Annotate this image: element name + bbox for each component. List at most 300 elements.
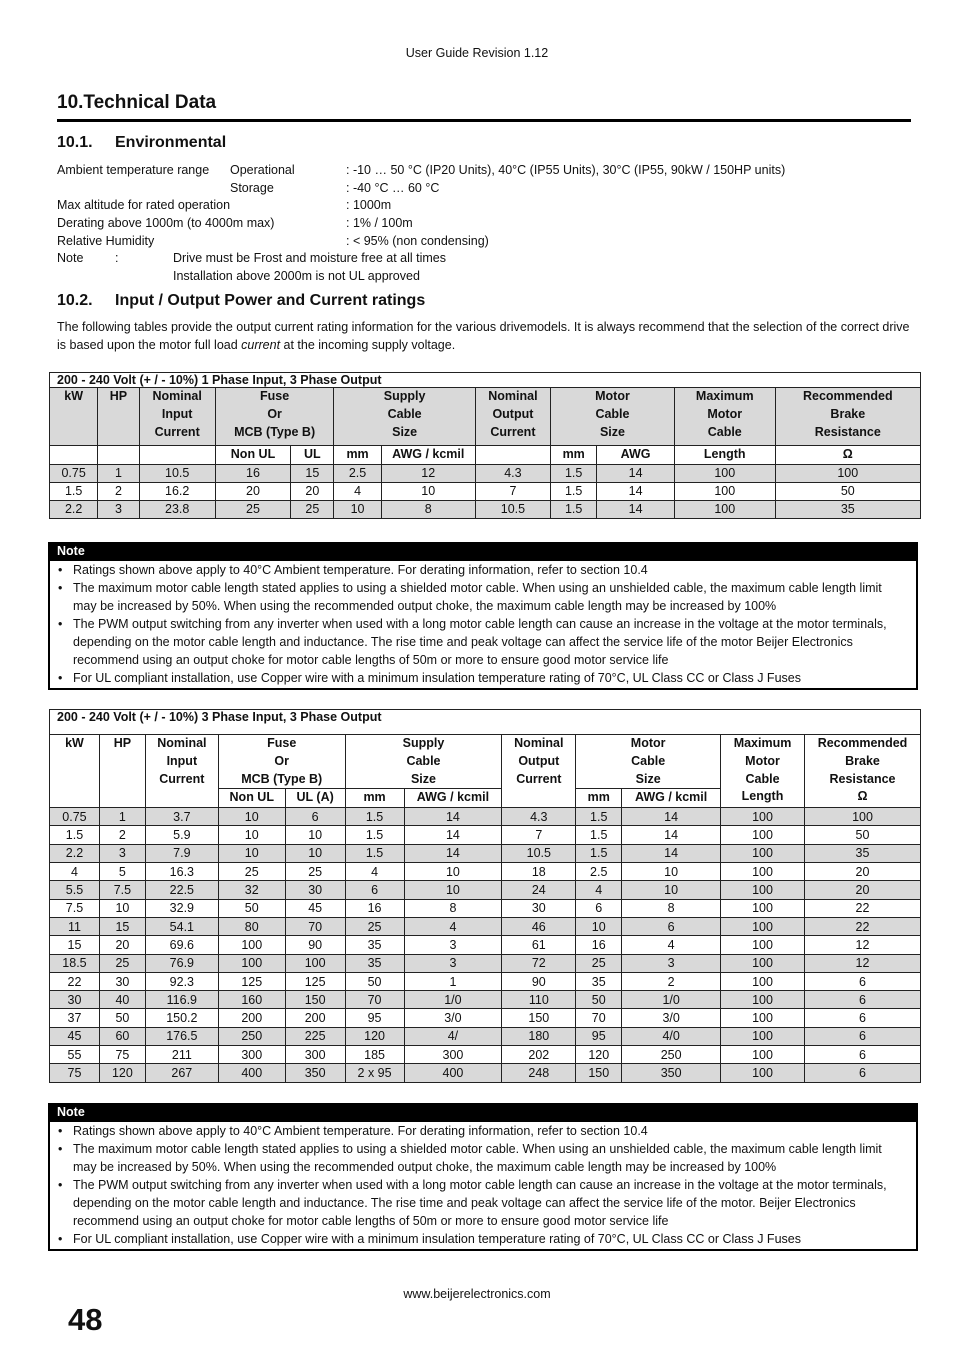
column-subheader: Non UL — [215, 446, 290, 465]
table-cell: 25 — [99, 954, 145, 972]
table-cell: 150 — [285, 991, 345, 1009]
table-cell: 250 — [218, 1027, 285, 1045]
env-value: : 1% / 100m — [346, 216, 413, 231]
table-cell: 61 — [502, 936, 576, 954]
table-cell: 7 — [475, 482, 550, 500]
table-cell: 30 — [50, 991, 100, 1009]
table-cell: 16 — [576, 936, 622, 954]
table-cell: 69.6 — [145, 936, 218, 954]
table-cell: 1/0 — [622, 991, 721, 1009]
column-subheader: AWG / kcmil — [404, 789, 502, 808]
table-cell: 15 — [50, 936, 100, 954]
table-row — [50, 482, 921, 500]
table-cell: 90 — [502, 972, 576, 990]
table-cell: 100 — [721, 936, 805, 954]
table-cell: 4.3 — [475, 464, 550, 482]
note-header-1 — [48, 542, 918, 561]
table-header-row — [50, 735, 921, 789]
table-cell: 37 — [50, 1009, 100, 1027]
table-cell: 10 — [334, 500, 381, 518]
table-cell: 22 — [804, 917, 920, 935]
table-cell: 8 — [381, 500, 475, 518]
table-cell: 45 — [285, 899, 345, 917]
note-label: Note — [57, 1105, 85, 1119]
table-cell: 14 — [622, 826, 721, 844]
table-cell: 10 — [218, 826, 285, 844]
table-cell: 32.9 — [145, 899, 218, 917]
table-cell: 25 — [576, 954, 622, 972]
table-cell: 6 — [804, 1046, 920, 1064]
table-cell: 14 — [404, 808, 502, 826]
column-subheader: AWG / kcmil — [622, 789, 721, 808]
table-cell: 100 — [721, 808, 805, 826]
table-cell: 1.5 — [50, 482, 98, 500]
table-cell: 35 — [345, 954, 404, 972]
table-cell: 0.75 — [50, 808, 100, 826]
table-row — [50, 899, 921, 917]
column-header: Nominal Output Current — [502, 735, 576, 808]
intro-text-end: at the incoming supply voltage. — [280, 338, 456, 352]
column-subheader: AWG / kcmil — [381, 446, 475, 465]
column-header: HP — [99, 735, 145, 808]
table-row — [50, 826, 921, 844]
table-cell: 18.5 — [50, 954, 100, 972]
env-value: : -40 °C … 60 °C — [346, 180, 440, 195]
table-cell: 14 — [597, 482, 675, 500]
table-cell: 3 — [622, 954, 721, 972]
table-cell: 50 — [576, 991, 622, 1009]
table-cell: 267 — [145, 1064, 218, 1082]
table-cell: 11 — [50, 917, 100, 935]
table-cell: 30 — [99, 972, 145, 990]
table-cell: 10.5 — [502, 844, 576, 862]
ratings-number: 10.2. — [57, 292, 93, 309]
table-cell: 5.5 — [50, 881, 100, 899]
column-subheader: mm — [551, 446, 597, 465]
table-cell: 176.5 — [145, 1027, 218, 1045]
note-label: Note — [57, 544, 85, 558]
table-cell: 2.5 — [576, 863, 622, 881]
table-row — [50, 464, 921, 482]
table-cell: 20 — [804, 881, 920, 899]
table-cell: 25 — [345, 917, 404, 935]
table-cell: 46 — [502, 917, 576, 935]
table-cell: 4/ — [404, 1027, 502, 1045]
table-row — [50, 881, 921, 899]
table-cell: 10 — [99, 899, 145, 917]
column-header: HP — [98, 388, 139, 446]
table-row — [50, 1009, 921, 1027]
table-cell: 10 — [285, 844, 345, 862]
table-cell: 16.2 — [139, 482, 215, 500]
table-cell: 100 — [721, 972, 805, 990]
env-sublabel: Storage — [230, 180, 274, 195]
table-row — [50, 808, 921, 826]
table-cell: 116.9 — [145, 991, 218, 1009]
table-cell: 8 — [404, 899, 502, 917]
column-subheader: mm — [345, 789, 404, 808]
ratings-title: Input / Output Power and Current ratings — [115, 292, 426, 309]
environmental-title: Environmental — [115, 134, 227, 151]
table-cell: 10 — [576, 917, 622, 935]
table-cell: 100 — [674, 500, 775, 518]
table-cell: 100 — [721, 1046, 805, 1064]
table-cell: 248 — [502, 1064, 576, 1082]
table-title-row — [50, 373, 921, 388]
note-item: • The PWM output switching from any inverter when used with a long motor cable length can cause an increase in the voltage at the motor terminals, depending on the motor cable length and inductance. The rise time and peak voltage can affect the service life of the motor Beijer Electronics recommend using an output choke for motor cable lengths of 50m or more to ensure good motor service life — [50, 615, 916, 669]
table-cell: 6 — [576, 899, 622, 917]
table-cell: 76.9 — [145, 954, 218, 972]
column-subheader: Non UL — [218, 789, 285, 808]
table-cell: 15 — [291, 464, 334, 482]
env-sublabel: Operational — [230, 163, 295, 177]
page-number: 48 — [68, 1302, 103, 1337]
table-cell: 10 — [404, 881, 502, 899]
table-cell: 6 — [804, 972, 920, 990]
table-cell: 4 — [50, 863, 100, 881]
ratings-intro — [57, 318, 913, 354]
table-row — [50, 1046, 921, 1064]
note-item: • The maximum motor cable length stated applies to using a shielded motor cable. When using an unshielded cable, the maximum cable length limit may be increased by 50%. When using the recommended output choke, the maximum cable length may be increased by 100% — [50, 579, 916, 615]
table-cell: 400 — [404, 1064, 502, 1082]
table-cell: 35 — [804, 844, 920, 862]
table-cell: 6 — [622, 917, 721, 935]
ratings-heading — [57, 292, 425, 310]
table-cell: 10.5 — [139, 464, 215, 482]
env-value: : -10 … 50 °C (IP20 Units), 40°C (IP55 Units), 30°C (IP55, 90kW / 150HP units) — [346, 163, 786, 177]
page-header: User Guide Revision 1.12 — [405, 46, 549, 60]
table-cell: 4 — [576, 881, 622, 899]
table-cell: 125 — [218, 972, 285, 990]
table-row — [50, 991, 921, 1009]
table-cell: 1 — [98, 464, 139, 482]
table-cell: 400 — [218, 1064, 285, 1082]
table-cell: 4/0 — [622, 1027, 721, 1045]
table-cell: 22 — [804, 899, 920, 917]
table-cell: 120 — [345, 1027, 404, 1045]
table-cell: 70 — [285, 917, 345, 935]
table-cell: 3/0 — [404, 1009, 502, 1027]
table-cell: 200 — [218, 1009, 285, 1027]
table-cell: 45 — [50, 1027, 100, 1045]
table-cell: 72 — [502, 954, 576, 972]
table-cell: 2.2 — [50, 844, 100, 862]
table-cell: 3 — [404, 954, 502, 972]
table-cell: 3 — [98, 500, 139, 518]
table-cell: 4 — [622, 936, 721, 954]
table-cell: 75 — [99, 1046, 145, 1064]
table-cell: 100 — [721, 844, 805, 862]
table-cell: 15 — [99, 917, 145, 935]
table-title: 200 - 240 Volt (+ / - 10%) 1 Phase Input, 3 Phase Output — [50, 373, 921, 388]
table-cell: 22 — [50, 972, 100, 990]
table-cell: 1.5 — [551, 500, 597, 518]
table-cell: 160 — [218, 991, 285, 1009]
table-cell: 4 — [404, 917, 502, 935]
table-cell: 90 — [285, 936, 345, 954]
table-cell: 1.5 — [345, 808, 404, 826]
table-cell: 300 — [285, 1046, 345, 1064]
table-cell: 35 — [345, 936, 404, 954]
table-cell: 300 — [404, 1046, 502, 1064]
note-item: • For UL compliant installation, use Copper wire with a minimum insulation temperature rating of 70°C, UL Class CC or Class J Fuses — [50, 1230, 916, 1248]
table-cell: 120 — [99, 1064, 145, 1082]
table-cell: 22.5 — [145, 881, 218, 899]
table-cell: 20 — [804, 863, 920, 881]
note-item: • The PWM output switching from any inverter when used with a long motor cable length can cause an increase in the voltage at the motor terminals, depending on the motor cable length and inductance. The rise time and peak voltage can affect the service life of the motor. Beijer Electronics recommend using an output choke for motor cable lengths of 50m or more to ensure good motor service life — [50, 1176, 916, 1230]
table-cell: 1 — [99, 808, 145, 826]
table-cell: 25 — [285, 863, 345, 881]
table-cell: 50 — [775, 482, 920, 500]
table-cell: 40 — [99, 991, 145, 1009]
table-cell: 10 — [218, 808, 285, 826]
table-cell: 12 — [804, 936, 920, 954]
table-cell: 5 — [99, 863, 145, 881]
table-cell: 6 — [345, 881, 404, 899]
table-cell: 1 — [404, 972, 502, 990]
table-row — [50, 1064, 921, 1082]
table-cell: 1.5 — [576, 808, 622, 826]
table-cell: 12 — [804, 954, 920, 972]
table-cell: 2 — [99, 826, 145, 844]
table-row — [50, 954, 921, 972]
table-cell: 125 — [285, 972, 345, 990]
table-cell: 35 — [775, 500, 920, 518]
table-cell: 35 — [576, 972, 622, 990]
table-cell: 14 — [597, 464, 675, 482]
table-cell: 92.3 — [145, 972, 218, 990]
table-cell: 30 — [285, 881, 345, 899]
table-cell: 100 — [218, 954, 285, 972]
table-cell: 100 — [285, 954, 345, 972]
table-cell: 100 — [721, 954, 805, 972]
column-header: Recommended Brake Resistance Ω — [804, 735, 920, 808]
table-cell: 3 — [404, 936, 502, 954]
table-cell: 100 — [721, 881, 805, 899]
table-cell: 0.75 — [50, 464, 98, 482]
table-cell: 10 — [622, 863, 721, 881]
table-cell: 6 — [804, 991, 920, 1009]
table-row — [50, 844, 921, 862]
table-cell: 100 — [721, 1027, 805, 1045]
table-cell: 4.3 — [502, 808, 576, 826]
note-item: • Ratings shown above apply to 40°C Ambient temperature. For derating information, refer to section 10.4 — [50, 561, 916, 579]
column-subheader: mm — [334, 446, 381, 465]
table-cell: 6 — [285, 808, 345, 826]
column-subheader: Length — [674, 446, 775, 465]
table-cell: 10 — [285, 826, 345, 844]
note-box-1 — [48, 561, 918, 690]
table-cell: 1.5 — [551, 482, 597, 500]
table-cell: 2 x 95 — [345, 1064, 404, 1082]
table-cell: 180 — [502, 1027, 576, 1045]
table-cell: 350 — [622, 1064, 721, 1082]
column-subheader — [98, 446, 139, 465]
table-cell: 95 — [576, 1027, 622, 1045]
table-cell: 16 — [345, 899, 404, 917]
column-header: Supply Cable Size — [334, 388, 475, 446]
env-label: Derating above 1000m (to 4000m max) — [57, 216, 275, 231]
note-header-2 — [48, 1103, 918, 1122]
table-cell: 4 — [345, 863, 404, 881]
table-row — [50, 863, 921, 881]
column-header: Nominal Input Current — [139, 388, 215, 446]
table-cell: 100 — [721, 1009, 805, 1027]
table-cell: 350 — [285, 1064, 345, 1082]
table-cell: 100 — [721, 1064, 805, 1082]
table-cell: 12 — [381, 464, 475, 482]
table-cell: 6 — [804, 1027, 920, 1045]
env-value: : 1000m — [346, 198, 392, 213]
table-cell: 7.5 — [50, 899, 100, 917]
table-cell: 100 — [721, 917, 805, 935]
table-cell: 32 — [218, 881, 285, 899]
table-cell: 150 — [576, 1064, 622, 1082]
column-header: Motor Cable Size — [576, 735, 721, 789]
table-cell: 18 — [502, 863, 576, 881]
table-subheader-row — [50, 446, 921, 465]
intro-text: The following tables provide the output current rating information for the various drivemodels. It is always recommend that the selection of the correct drive is based upon the motor full load — [57, 320, 910, 352]
table-cell: 211 — [145, 1046, 218, 1064]
column-subheader: AWG — [597, 446, 675, 465]
env-note-line: Installation above 2000m is not UL approved — [173, 269, 420, 284]
environmental-number: 10.1. — [57, 134, 93, 151]
env-label: Ambient temperature range — [57, 163, 210, 177]
column-header: Maximum Motor Cable — [674, 388, 775, 446]
column-subheader — [139, 446, 215, 465]
table-row — [50, 972, 921, 990]
table-cell: 100 — [218, 936, 285, 954]
env-note-label: Note — [57, 251, 84, 266]
table-cell: 20 — [291, 482, 334, 500]
table-cell: 7 — [502, 826, 576, 844]
intro-italic: current — [241, 338, 281, 352]
table-cell: 6 — [804, 1064, 920, 1082]
table-cell: 10 — [404, 863, 502, 881]
table-title: 200 - 240 Volt (+ / - 10%) 3 Phase Input, 3 Phase Output — [50, 710, 921, 735]
table-cell: 100 — [721, 863, 805, 881]
table-cell: 10 — [622, 881, 721, 899]
table-cell: 7.9 — [145, 844, 218, 862]
table-cell: 4 — [334, 482, 381, 500]
column-header: Fuse Or MCB (Type B) — [215, 388, 334, 446]
table-cell: 8 — [622, 899, 721, 917]
column-header: Nominal Output Current — [475, 388, 550, 446]
table-cell: 70 — [345, 991, 404, 1009]
table-cell: 150 — [502, 1009, 576, 1027]
table-cell: 55 — [50, 1046, 100, 1064]
table-cell: 50 — [804, 826, 920, 844]
table-cell: 5.9 — [145, 826, 218, 844]
env-note-line: Drive must be Frost and moisture free at all times — [173, 251, 447, 266]
table-cell: 23.8 — [139, 500, 215, 518]
table-title-row — [50, 710, 921, 735]
column-header: Supply Cable Size — [345, 735, 502, 789]
column-header: Recommended Brake Resistance — [775, 388, 920, 446]
table-cell: 100 — [721, 991, 805, 1009]
table-cell: 1.5 — [345, 844, 404, 862]
column-header: Fuse Or MCB (Type B) — [218, 735, 345, 789]
table-cell: 6 — [804, 1009, 920, 1027]
table-cell: 50 — [345, 972, 404, 990]
table-cell: 25 — [291, 500, 334, 518]
table-cell: 30 — [502, 899, 576, 917]
table-cell: 20 — [215, 482, 290, 500]
environmental-heading — [57, 134, 226, 152]
column-header: kW — [50, 388, 98, 446]
table-cell: 14 — [597, 500, 675, 518]
table-cell: 20 — [99, 936, 145, 954]
table-cell: 10 — [381, 482, 475, 500]
table-cell: 100 — [721, 899, 805, 917]
table-cell: 75 — [50, 1064, 100, 1082]
table-cell: 70 — [576, 1009, 622, 1027]
ratings-table-1phase — [49, 372, 921, 519]
table-cell: 1/0 — [404, 991, 502, 1009]
table-cell: 50 — [218, 899, 285, 917]
column-subheader: mm — [576, 789, 622, 808]
table-cell: 14 — [404, 826, 502, 844]
column-subheader: Ω — [775, 446, 920, 465]
table-cell: 10 — [218, 844, 285, 862]
table-cell: 3 — [99, 844, 145, 862]
table-cell: 25 — [218, 863, 285, 881]
env-value: : < 95% (non condensing) — [346, 233, 489, 248]
table-cell: 2 — [98, 482, 139, 500]
column-subheader: UL (A) — [285, 789, 345, 808]
table-cell: 100 — [674, 482, 775, 500]
ratings-table-3phase — [49, 709, 921, 1083]
note-box-2 — [48, 1122, 918, 1251]
table-row — [50, 500, 921, 518]
table-cell: 120 — [576, 1046, 622, 1064]
table-cell: 14 — [622, 844, 721, 862]
note-item: • The maximum motor cable length stated applies to using a shielded motor cable. When using an unshielded cable, the maximum cable length limit may be increased by 50%. When using the recommended output choke, the maximum cable length may be increased by 100% — [50, 1140, 916, 1176]
section-title: 10.Technical Data — [57, 92, 217, 113]
table-cell: 1.5 — [50, 826, 100, 844]
table-cell: 110 — [502, 991, 576, 1009]
table-cell: 25 — [215, 500, 290, 518]
table-cell: 95 — [345, 1009, 404, 1027]
column-header: Maximum Motor Cable Length — [721, 735, 805, 808]
column-header: Nominal Input Current — [145, 735, 218, 808]
page-footer: www.beijerelectronics.com — [403, 1287, 551, 1301]
env-note-colon: : — [115, 251, 119, 266]
table-cell: 80 — [218, 917, 285, 935]
table-cell: 2 — [622, 972, 721, 990]
table-cell: 150.2 — [145, 1009, 218, 1027]
table-cell: 2.2 — [50, 500, 98, 518]
column-subheader — [475, 446, 550, 465]
table-cell: 185 — [345, 1046, 404, 1064]
table-cell: 16 — [215, 464, 290, 482]
note-item: • Ratings shown above apply to 40°C Ambient temperature. For derating information, refer to section 10.4 — [50, 1122, 916, 1140]
table-header-row — [50, 388, 921, 446]
table-cell: 1.5 — [345, 826, 404, 844]
table-cell: 200 — [285, 1009, 345, 1027]
table-cell: 16.3 — [145, 863, 218, 881]
table-cell: 14 — [404, 844, 502, 862]
table-cell: 1.5 — [576, 844, 622, 862]
table-row — [50, 1027, 921, 1045]
table-cell: 50 — [99, 1009, 145, 1027]
table-cell: 100 — [674, 464, 775, 482]
table-row — [50, 936, 921, 954]
table-row — [50, 917, 921, 935]
column-subheader — [50, 446, 98, 465]
table-cell: 250 — [622, 1046, 721, 1064]
table-cell: 60 — [99, 1027, 145, 1045]
